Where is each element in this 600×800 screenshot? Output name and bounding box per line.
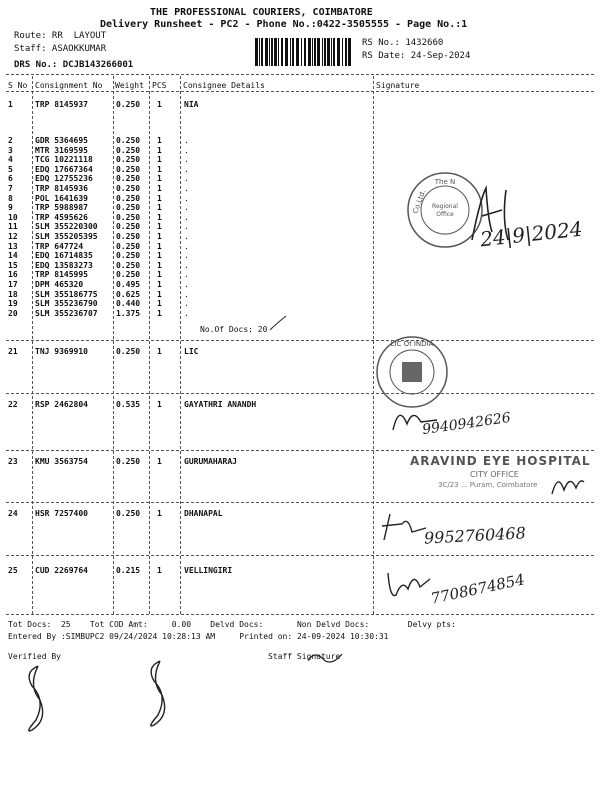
cell-consignment-no: TRP 8145937 — [35, 100, 88, 109]
cell-pcs: 1 — [157, 260, 162, 270]
barcode-bar — [331, 38, 332, 66]
page-title: THE PROFESSIONAL COURIERS, COIMBATORE — [150, 7, 373, 18]
row-separator — [6, 555, 594, 556]
column-divider — [373, 76, 374, 614]
barcode — [255, 38, 355, 66]
barcode-bar — [342, 38, 343, 66]
barcode-bar — [285, 38, 288, 66]
barcode-bar — [255, 38, 258, 66]
column-divider — [113, 76, 114, 614]
cell-consignment-no: POL 1641639 — [35, 193, 88, 203]
cell-weight: 0.250 — [116, 232, 141, 241]
cell-consignee: . — [184, 203, 189, 213]
cell-sno: 18 — [8, 289, 18, 299]
cell-sno: 10 — [8, 212, 18, 222]
cell-consignee: LIC — [184, 347, 199, 356]
runsheet-subtitle: Delivery Runsheet - PC2 - Phone No.:0422-3505555 - Page No.:1 — [100, 19, 468, 30]
cell-consignee: . — [184, 241, 189, 251]
signature-scribble — [380, 510, 430, 550]
cell-consignee: DHANAPAL — [184, 509, 223, 518]
cell-weight: 0.250 — [116, 251, 141, 261]
row-separator — [6, 340, 594, 341]
svg-text:Regional: Regional — [432, 203, 458, 210]
cell-consignment-no: TRP 4595626 — [35, 212, 88, 222]
cell-consignee: . — [184, 155, 189, 165]
barcode-bar — [337, 38, 340, 66]
barcode-bar — [327, 38, 330, 66]
cell-weight: 0.250 — [116, 155, 141, 165]
cell-consignee: . — [184, 164, 189, 174]
cell-weight: 0.250 — [116, 145, 141, 155]
cell-sno: 5 — [8, 164, 13, 174]
cell-pcs: 1 — [157, 251, 162, 261]
cell-pcs: 1 — [157, 270, 162, 280]
cell-consignee: . — [184, 251, 189, 261]
barcode-bar — [281, 38, 283, 66]
cell-sno: 12 — [8, 232, 18, 241]
column-header-sno: S No — [8, 81, 28, 90]
cell-weight: 0.250 — [116, 222, 141, 232]
cell-consignment-no: TRP 5988987 — [35, 203, 88, 213]
cell-consignee: . — [184, 193, 189, 203]
cell-sno: 4 — [8, 155, 13, 165]
cell-consignment-no: CUD 2269764 — [35, 566, 88, 575]
cell-pcs: 1 — [157, 222, 162, 232]
barcode-bar — [265, 38, 268, 66]
route-label: Route: RR LAYOUT — [14, 31, 107, 41]
rs-date: RS Date: 24-Sep-2024 — [362, 51, 471, 61]
handwritten-date: 24|9|2024 — [479, 216, 584, 252]
cell-sno: 25 — [8, 566, 18, 575]
barcode-bar — [259, 38, 260, 66]
verified-by-label: Verified By — [8, 652, 61, 661]
barcode-bar — [292, 38, 294, 66]
cell-sno: 23 — [8, 457, 18, 466]
cell-pcs: 1 — [157, 203, 162, 213]
column-header-weight: Weight — [115, 81, 144, 90]
cell-consignment-no: EDQ 13583273 — [35, 260, 93, 270]
cell-consignment-no: TCG 10221118 — [35, 155, 93, 165]
hospital-stamp-address: 3C/23 ... Puram, Coimbatore — [438, 481, 538, 489]
row-separator — [6, 502, 594, 503]
signature-scribble — [306, 648, 346, 668]
cell-weight: 0.625 — [116, 289, 141, 299]
cell-sno: 14 — [8, 251, 18, 261]
cell-consignee: . — [184, 280, 189, 289]
barcode-bar — [308, 38, 311, 66]
barcode-bar — [312, 38, 313, 66]
column-header-consignee: Consignee Details — [183, 81, 265, 90]
cell-weight: 0.250 — [116, 193, 141, 203]
cell-weight: 1.375 — [116, 308, 141, 318]
cell-weight: 0.250 — [116, 100, 141, 109]
cell-consignee: . — [184, 184, 189, 193]
cell-consignment-no: MTR 3169595 — [35, 145, 88, 155]
cell-sno: 19 — [8, 299, 18, 309]
cell-consignment-no: SLM 355205395 — [35, 232, 98, 241]
cell-sno: 1 — [8, 100, 13, 109]
cell-sno: 2 — [8, 136, 13, 145]
cell-weight: 0.215 — [116, 566, 141, 575]
column-divider — [32, 76, 33, 614]
no-of-docs: No.Of Docs: 20 — [200, 325, 268, 334]
hospital-stamp-name: ARAVIND EYE HOSPITAL — [410, 454, 591, 468]
cell-weight: 0.250 — [116, 457, 141, 466]
handwritten-phone: 9940942626 — [421, 409, 512, 439]
cell-sno: 8 — [8, 193, 13, 203]
signature-scribble — [18, 660, 58, 740]
barcode-bar — [274, 38, 277, 66]
cell-pcs: 1 — [157, 184, 162, 193]
cell-consignment-no: SLM 355236707 — [35, 308, 98, 318]
totals-line: Tot Docs: 25 Tot COD Amt: 0.00 Delvd Docs: Non Delvd Docs: Delvy pts: — [8, 620, 456, 629]
column-divider — [180, 76, 181, 614]
cell-consignment-no: SLM 355220300 — [35, 222, 98, 232]
cell-sno: 3 — [8, 145, 13, 155]
hospital-stamp-sub: CITY OFFICE — [470, 470, 519, 479]
column-divider — [149, 76, 150, 614]
cell-weight: 0.250 — [116, 164, 141, 174]
cell-sno: 21 — [8, 347, 18, 356]
cell-sno: 22 — [8, 400, 18, 409]
lic-stamp — [375, 335, 450, 410]
barcode-bar — [348, 38, 351, 66]
cell-pcs: 1 — [157, 100, 162, 109]
cell-pcs: 1 — [157, 174, 162, 184]
staff-signature-label: Staff Signature — [268, 652, 341, 661]
handwritten-phone: 7708674854 — [429, 570, 527, 608]
row-separator — [6, 614, 594, 615]
cell-pcs: 1 — [157, 232, 162, 241]
signature-scribble — [140, 655, 180, 735]
cell-consignment-no: TRP 8145995 — [35, 270, 88, 280]
divider — [6, 91, 594, 92]
cell-weight: 0.440 — [116, 299, 141, 309]
cell-consignee: . — [184, 136, 189, 145]
cell-pcs: 1 — [157, 212, 162, 222]
cell-consignee: GURUMAHARAJ — [184, 457, 237, 466]
cell-pcs: 1 — [157, 280, 162, 289]
cell-pcs: 1 — [157, 457, 162, 466]
cell-sno: 15 — [8, 260, 18, 270]
cell-weight: 0.250 — [116, 241, 141, 251]
barcode-bar — [322, 38, 323, 66]
cell-consignment-no: TRP 647724 — [35, 241, 84, 251]
svg-text:The N: The N — [434, 178, 456, 186]
cell-consignment-no: TRP 8145936 — [35, 184, 88, 193]
cell-consignment-no: GDR 5364695 — [35, 136, 88, 145]
cell-consignee: . — [184, 308, 189, 318]
cell-pcs: 1 — [157, 155, 162, 165]
cell-pcs: 1 — [157, 136, 162, 145]
cell-pcs: 1 — [157, 566, 162, 575]
cell-pcs: 1 — [157, 289, 162, 299]
cell-weight: 0.250 — [116, 509, 141, 518]
cell-sno: 6 — [8, 174, 13, 184]
cell-weight: 0.250 — [116, 212, 141, 222]
cell-consignment-no: SLM 355236790 — [35, 299, 98, 309]
cell-weight: 0.250 — [116, 270, 141, 280]
cell-consignment-no: HSR 7257400 — [35, 509, 88, 518]
cell-weight: 0.250 — [116, 347, 141, 356]
cell-consignment-no: EDQ 16714835 — [35, 251, 93, 261]
barcode-bar — [333, 38, 335, 66]
cell-consignment-no: KMU 3563754 — [35, 457, 88, 466]
tick-mark — [268, 314, 288, 332]
cell-consignee: NIA — [184, 100, 199, 109]
barcode-bar — [296, 38, 299, 66]
barcode-bar — [345, 38, 347, 66]
cell-consignment-no: TNJ 9369910 — [35, 347, 88, 356]
handwritten-phone: 9952760468 — [423, 523, 527, 548]
cell-sno: 16 — [8, 270, 18, 280]
barcode-bar — [301, 38, 302, 66]
entered-by-line: Entered By :SIMBUPC2 09/24/2024 10:28:13 AM Printed on: 24-09-2024 10:30:31 — [8, 632, 389, 641]
barcode-bar — [278, 38, 279, 66]
signature-scribble — [548, 462, 588, 502]
cell-weight: 0.535 — [116, 400, 141, 409]
cell-pcs: 1 — [157, 347, 162, 356]
row-separator — [6, 393, 594, 394]
cell-weight: 0.250 — [116, 260, 141, 270]
cell-weight: 0.250 — [116, 203, 141, 213]
cell-consignment-no: DPM 465320 — [35, 280, 84, 289]
cell-consignee: . — [184, 260, 189, 270]
cell-pcs: 1 — [157, 509, 162, 518]
cell-consignee: . — [184, 222, 189, 232]
barcode-bar — [304, 38, 306, 66]
cell-weight: 0.250 — [116, 174, 141, 184]
drs-label: DRS No.: DCJB143266001 — [14, 60, 134, 70]
cell-pcs: 1 — [157, 145, 162, 155]
cell-pcs: 1 — [157, 193, 162, 203]
cell-sno: 13 — [8, 241, 18, 251]
cell-sno: 17 — [8, 280, 18, 289]
cell-consignee: . — [184, 299, 189, 309]
barcode-bar — [271, 38, 273, 66]
barcode-bar — [314, 38, 316, 66]
cell-consignee: GAYATHRI ANANDH — [184, 400, 257, 409]
divider — [6, 74, 594, 75]
svg-text:Office: Office — [436, 211, 454, 218]
cell-sno: 20 — [8, 308, 18, 318]
barcode-bar — [324, 38, 326, 66]
barcode-bar — [317, 38, 320, 66]
cell-consignment-no: EDQ 12755236 — [35, 174, 93, 184]
rs-number: RS No.: 1432660 — [362, 38, 444, 48]
cell-sno: 9 — [8, 203, 13, 213]
barcode-bar — [290, 38, 291, 66]
cell-weight: 0.250 — [116, 136, 141, 145]
signature-scribble — [384, 565, 434, 605]
cell-consignee: . — [184, 270, 189, 280]
cell-pcs: 1 — [157, 299, 162, 309]
barcode-bar — [269, 38, 270, 66]
cell-consignment-no: SLM 355186775 — [35, 289, 98, 299]
column-header-pcs: PCS — [152, 81, 167, 90]
staff-label: Staff: ASAOKKUMAR — [14, 44, 107, 54]
cell-pcs: 1 — [157, 400, 162, 409]
cell-consignee: . — [184, 232, 189, 241]
cell-consignee: VELLINGIRI — [184, 566, 233, 575]
svg-text:LIC Of INDIA: LIC Of INDIA — [390, 340, 434, 348]
cell-consignment-no: EDQ 17667364 — [35, 164, 93, 174]
cell-sno: 24 — [8, 509, 18, 518]
svg-text:Co.Ltd.: Co.Ltd. — [411, 188, 428, 215]
cell-consignment-no: RSP 2462804 — [35, 400, 88, 409]
cell-consignee: . — [184, 289, 189, 299]
cell-weight: 0.250 — [116, 184, 141, 193]
cell-consignee: . — [184, 174, 189, 184]
cell-pcs: 1 — [157, 164, 162, 174]
row-separator — [6, 450, 594, 451]
cell-weight: 0.495 — [116, 280, 141, 289]
barcode-bar — [261, 38, 263, 66]
cell-sno: 7 — [8, 184, 13, 193]
cell-pcs: 1 — [157, 241, 162, 251]
cell-sno: 11 — [8, 222, 18, 232]
cell-pcs: 1 — [157, 308, 162, 318]
column-header-signature: Signature — [376, 81, 420, 90]
cell-consignee: . — [184, 145, 189, 155]
cell-consignee: . — [184, 212, 189, 222]
column-header-consignment: Consignment No — [35, 81, 103, 90]
